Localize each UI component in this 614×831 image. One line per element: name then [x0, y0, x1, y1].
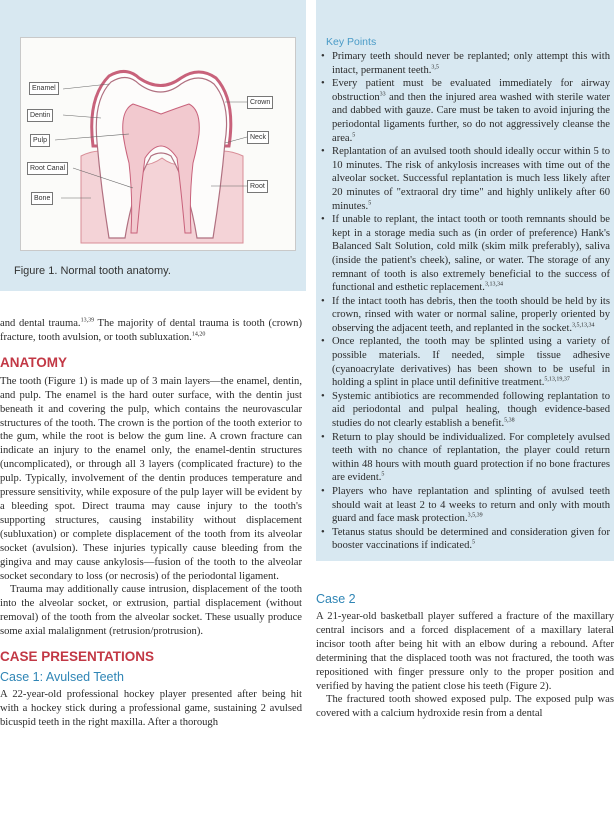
- key-point-item: [320, 145, 610, 213]
- key-point-item: [320, 213, 610, 295]
- key-point-text: Primary teeth should never be replanted; only attempt this with intact, permanent teeth.: [332, 51, 610, 76]
- label-neck: Neck: [247, 131, 269, 144]
- case1-paragraph: A 22-year-old professional hockey player presented after being hit with a hockey stick during a professional game, sustaining 2 avulsed bicuspid teeth in the right maxilla. After a thorough: [0, 689, 302, 728]
- citation: 5: [352, 132, 356, 139]
- citation: 3,5,13,34: [572, 322, 595, 329]
- citation: 3,5,39: [467, 512, 483, 519]
- case2-heading: Case 2: [316, 591, 356, 606]
- right-column: [316, 0, 614, 721]
- citation: 14,20: [191, 331, 206, 338]
- key-points-box: [316, 0, 614, 561]
- label-root-canal: Root Canal: [27, 162, 68, 175]
- key-point-text: Every patient must be evaluated immediately for airway obstruction: [332, 78, 610, 103]
- tooth-drawing: [21, 38, 297, 252]
- intro-text: and dental trauma.: [0, 318, 81, 329]
- case2-paragraph-1: A 21-year-old basketball player suffered a fracture of the maxillary central incisors and a forced displacement of a maxillary lateral incisor tooth after being hit with an elbow during a rebound. After determining that the displaced tooth was not fractured, the tooth was repositioned with finger pressure only to the proper position and verified by having the patient close his teeth (Figure 2).: [316, 610, 614, 692]
- tooth-anatomy-diagram: [20, 37, 296, 251]
- case2-section: [316, 591, 614, 721]
- key-point-text: Return to play should be individualized. For completely avulsed teeth with no chance of replantation, the player could return within 48 hours with mouth guard protection if no bone fractures are evident.: [332, 431, 610, 484]
- citation: 5: [368, 200, 372, 206]
- key-point-item: [320, 335, 610, 389]
- intro-text-2: The majority of dental trauma is tooth (crown) fracture, tooth avulsion, or tooth subluxation.: [0, 318, 302, 343]
- key-point-text: Tetanus status should be determined and consideration given for booster vaccinations if indicated.: [332, 526, 610, 552]
- citation: 3,13,34: [484, 281, 503, 288]
- key-point-text: Systemic antibiotics are recommended following replantation to aid periodontal and pulpal healing, though evidence-based studies do not clearly establish a benefit.: [332, 390, 610, 430]
- intro-paragraph: [0, 317, 302, 345]
- case-presentations-heading: CASE PRESENTATIONS: [0, 649, 155, 665]
- citation: 5,13,19,37: [544, 376, 570, 383]
- figure-1: [0, 0, 306, 291]
- key-points-title: Key Points: [326, 36, 377, 48]
- key-point-text: Replantation of an avulsed tooth should ideally occur within 5 to 10 minutes. The risk of ankylosis increases with time out of the alveolar socket. Successful replantation is much less likely after 20 minutes of "extraoral dry time" and highly unlikely after 60 minutes.: [332, 146, 610, 212]
- label-dentin: Dentin: [27, 109, 53, 122]
- key-point-text: and then the injured area washed with sterile water and dabbed with gauze. Care must be taken to avoid injuring the periodontal ligaments further, so do not aggressively cleanse the area.: [332, 91, 610, 144]
- anatomy-heading: ANATOMY: [0, 354, 67, 370]
- case2-paragraph-2: The fractured tooth showed exposed pulp. The exposed pulp was covered with a calcium hydroxide resin from a dental: [316, 694, 614, 720]
- key-points-list: [320, 50, 610, 553]
- citation: 33: [379, 91, 386, 98]
- anatomy-paragraph-1: The tooth (Figure 1) is made up of 3 main layers—the enamel, dentin, and pulp. The enamel is the hard outer surface, with the dentin just beneath it and covering the pulp, which contains the neurovascular structures of the tooth. The crown is the portion of the tooth exterior to the gum, while the root is below the gum line. A crown fracture can indicate an injury to the enamel only, the enamel-dentin structures (uncomplicated), or through all 3 layers (complicated fracture) to the pulp. Typically, involvement of the dentin produces temperature and pressure sensitivity, while exposure of the pulp layer will be evident by a bleeding spot. Direct trauma may cause injury to the tooth's supporting structures, causing instability without displacement (subluxation) or complete displacement of the tooth from its alveolar socket (avulsion). These injuries typically cause bleeding from the gingiva and may cause ankylosis—fusion of the tooth to the alveolar socket secondary to loss (or necrosis) of the periodontal ligament.: [0, 375, 302, 582]
- figure-caption: Figure 1. Normal tooth anatomy.: [14, 265, 171, 277]
- key-point-item: [320, 295, 610, 336]
- label-bone: Bone: [31, 192, 53, 205]
- anatomy-paragraph-2: Trauma may additionally cause intrusion, displacement of the tooth into the alveolar socket, or extrusion, partial displacement (without removal) of the tooth from the alveolar socket. These usually produce some axial malalignment (retrusion/protrusion).: [0, 584, 302, 638]
- key-point-text: Players who have replantation and splinting of avulsed teeth should wait at least 2 to 4 weeks to return and only with mouth guard and face mask protection.: [332, 486, 610, 525]
- key-point-text: If the intact tooth has debris, then the tooth should be held by its crown, rinsed with water or normal saline, properly oriented by observing the adjacent teeth, and replanted in the socket.: [332, 295, 610, 334]
- citation: 5: [472, 539, 476, 546]
- key-point-item: [320, 77, 610, 145]
- label-pulp: Pulp: [30, 134, 50, 147]
- case1-heading: Case 1: Avulsed Teeth: [0, 670, 124, 685]
- key-point-item: [320, 485, 610, 526]
- label-root: Root: [247, 180, 268, 193]
- key-point-text: If unable to replant, the intact tooth or tooth remnants should be kept in a storage media such as (in order of preference) Hank's Balanced Salt Solution, cold milk (skim milk preferably), saliva (inside the patient's cheek), saline, or water. The storage of any remnant of tooth is also extremely beneficial to the success of functional and esthetic replacement.: [332, 214, 610, 294]
- key-point-item: [320, 390, 610, 431]
- citation: 13,39: [80, 317, 95, 324]
- key-point-text: Once replanted, the tooth may be splinted using a variety of possible materials. If needed, simple tissue adhesive (cyanoacrylate derivatives) has been shown to be useful in holding a splint in place until definitive treatment.: [332, 336, 610, 389]
- citation: 5,38: [504, 417, 515, 424]
- key-point-item: [320, 526, 610, 553]
- citation: 3,5: [431, 64, 439, 71]
- left-column: [0, 317, 302, 730]
- label-crown: Crown: [247, 96, 273, 109]
- key-point-item: [320, 50, 610, 77]
- label-enamel: Enamel: [29, 82, 59, 95]
- citation: 5: [381, 471, 385, 478]
- key-point-item: [320, 431, 610, 485]
